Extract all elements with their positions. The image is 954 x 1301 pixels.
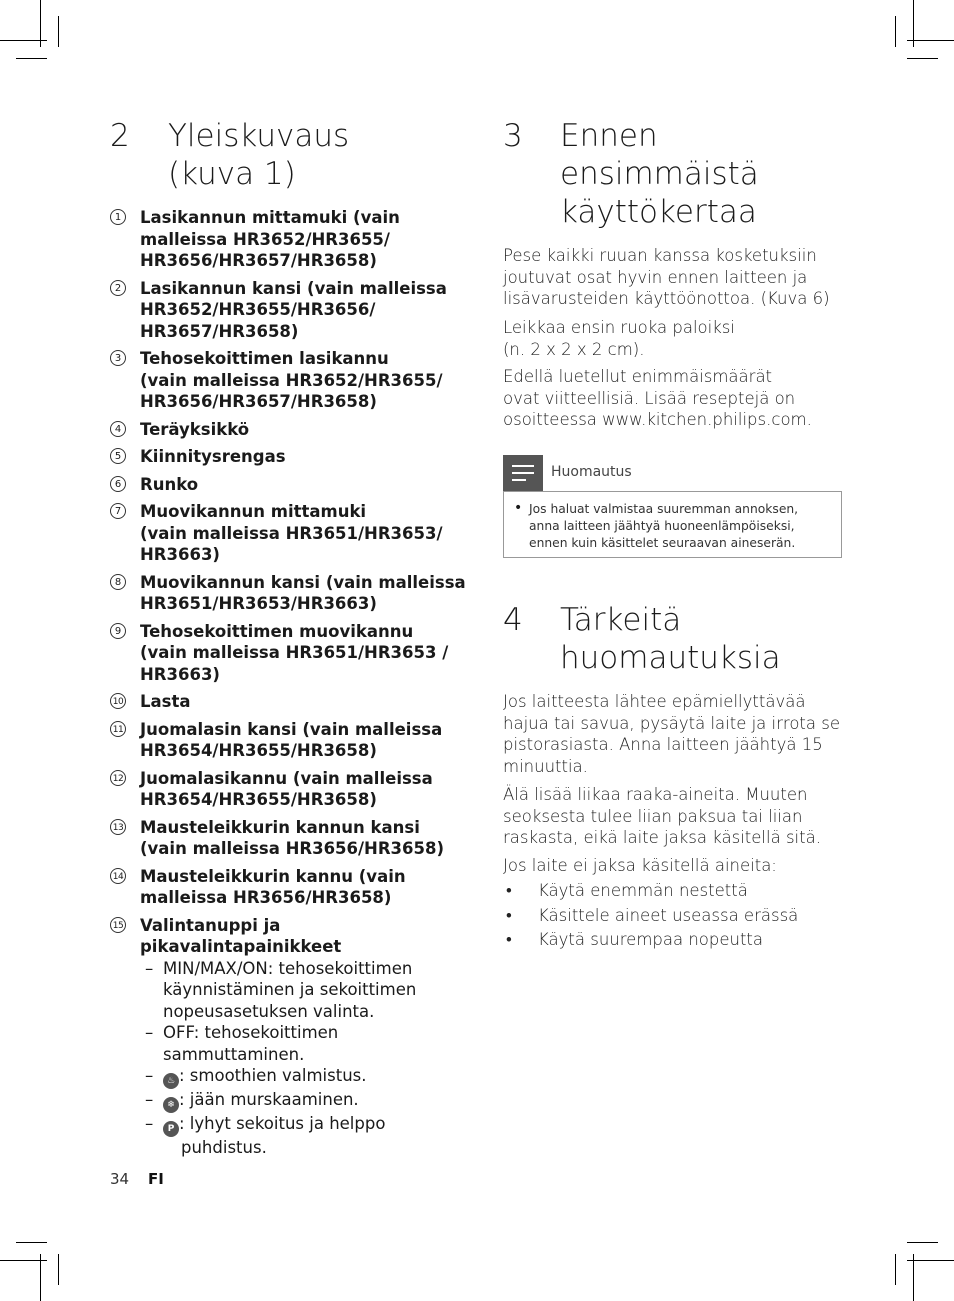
text-line: nopeusasetuksen valinta.	[163, 1001, 375, 1021]
crop-mark	[907, 1242, 938, 1243]
crop-mark	[16, 58, 47, 59]
list-item	[110, 866, 440, 909]
text-line: HR3656/HR3657/HR3658)	[140, 392, 377, 411]
item-number-badge: 6	[110, 476, 126, 492]
text-line: Pese kaikki ruuan kanssa kosketuksiin	[503, 246, 817, 265]
section-4-title	[560, 601, 781, 677]
title-line: ensimmäistä	[560, 156, 759, 192]
dash: –	[145, 1023, 154, 1042]
crop-mark	[913, 1254, 914, 1301]
bullet: •	[506, 905, 512, 925]
paragraph	[503, 245, 843, 310]
tips-list	[503, 879, 798, 953]
list-item-text: Käsittele aineet useassa erässä	[538, 905, 799, 925]
list-item	[110, 348, 443, 413]
section-2-number: 2	[110, 118, 130, 154]
text-line: malleissa HR3656/HR3658)	[140, 888, 392, 907]
text-line: (vain malleissa HR3652/HR3655/	[140, 370, 443, 390]
note-label: Huomautus	[551, 464, 632, 480]
text-line: osoitteessa www.kitchen.philips.com.	[503, 410, 812, 429]
text-line: käynnistäminen ja sekoittimen	[163, 980, 417, 999]
item-number-badge: 4	[110, 421, 126, 437]
bullet: •	[506, 881, 512, 900]
item-number-badge: 15	[110, 917, 126, 933]
text-line: Mausteleikkurin kannu (vain	[140, 866, 406, 886]
text-line: Jos laite ei jaksa käsitellä aineita:	[503, 856, 777, 875]
sub-list-item	[140, 1065, 440, 1089]
ice-crush-icon: ❄	[163, 1097, 179, 1113]
item-number-badge: 10	[110, 693, 126, 709]
text-line: pikavalintapainikkeet	[140, 937, 342, 956]
crop-mark	[0, 1260, 47, 1261]
title-line: Tärkeitä	[560, 602, 682, 638]
smoothie-icon: ♨	[163, 1073, 179, 1089]
list-item	[503, 904, 798, 929]
text-line: Tehosekoittimen muovikannu	[140, 621, 414, 641]
list-item	[110, 817, 445, 860]
item-number-badge: 3	[110, 350, 126, 366]
list-item	[110, 719, 443, 762]
text-line: Runko	[140, 474, 199, 494]
list-item	[503, 928, 798, 953]
crop-mark	[907, 58, 938, 59]
item-number-badge: 7	[110, 503, 126, 519]
note-box	[503, 491, 842, 558]
bullet: •	[506, 930, 512, 949]
item-number-badge: 12	[110, 770, 126, 786]
section-3-number: 3	[503, 118, 523, 154]
sub-list-item	[140, 958, 440, 1023]
text-line: ovat viitteellisiä. Lisää reseptejä on	[503, 388, 796, 408]
text-line: raskasta, eikä laite jaksa käsitellä sitä.	[503, 828, 821, 847]
language-code: FI	[148, 1170, 164, 1188]
text-line: Lasta	[140, 692, 191, 711]
text-line: Mausteleikkurin kannun kansi	[140, 817, 420, 837]
sub-list	[140, 958, 440, 1159]
text-line: lisävarusteiden käyttöönottoa. (Kuva 6)	[503, 289, 830, 308]
text-line: malleissa HR3652/HR3655/	[140, 229, 390, 249]
list-item	[110, 768, 440, 811]
sub-list-item	[140, 1089, 440, 1113]
pulse-icon: P	[163, 1121, 179, 1137]
list-item	[110, 474, 440, 496]
crop-mark	[907, 1260, 954, 1261]
note-text	[529, 501, 798, 552]
text-line: Leikkaa ensin ruoka paloiksi	[503, 318, 735, 337]
text-line: Älä lisää liikaa raaka-aineita. Muuten	[503, 785, 808, 804]
title-line: (kuva 1)	[168, 156, 296, 192]
dash: –	[145, 1114, 154, 1133]
text-line: Muovikannun kansi (vain malleissa	[140, 572, 466, 592]
bullet: •	[514, 500, 523, 516]
text-line: minuuttia.	[503, 756, 588, 776]
text-line: puhdistus.	[181, 1138, 267, 1157]
text-line: HR3663)	[140, 545, 220, 564]
paragraph	[503, 691, 843, 777]
sub-list-item	[140, 1113, 440, 1159]
parts-list	[110, 207, 466, 1165]
list-item	[110, 501, 443, 566]
crop-mark	[16, 1242, 47, 1243]
crop-mark	[907, 40, 954, 41]
list-item	[110, 621, 449, 686]
text-line: joutuvat osat hyvin ennen laitteen ja	[503, 267, 808, 287]
list-item	[503, 879, 798, 904]
sub-list-item	[140, 1022, 440, 1065]
list-item	[110, 691, 440, 713]
note-icon	[503, 455, 543, 492]
text-line: Muovikannun mittamuki	[140, 502, 367, 521]
text-line: HR3651/HR3653/HR3663)	[140, 594, 377, 613]
paragraph	[503, 317, 843, 360]
crop-mark	[40, 1254, 41, 1301]
section-2-title	[168, 117, 349, 193]
text-line: MIN/MAX/ON: tehosekoittimen	[163, 958, 413, 978]
text-line: hajua tai savua, pysäytä laite ja irrota se	[503, 713, 840, 733]
text-line: Kiinnitysrengas	[140, 447, 286, 466]
text-line	[163, 1113, 440, 1137]
list-item-text: Käytä enemmän nestettä	[538, 881, 748, 900]
list-item	[110, 572, 466, 615]
text-line: pistorasiasta. Anna laitteen jäähtyä 15	[503, 735, 823, 754]
text-line: HR3652/HR3655/HR3656/	[140, 300, 376, 319]
crop-mark	[895, 1254, 896, 1285]
title-line: Yleiskuvaus	[168, 118, 350, 154]
text-line: Juomalasin kansi (vain malleissa	[140, 719, 443, 739]
text-line: ennen kuin käsittelet seuraavan aineserän.	[529, 536, 796, 550]
paragraph	[503, 784, 843, 849]
list-item	[110, 915, 440, 1159]
title-line: huomautuksia	[560, 640, 781, 676]
item-number-badge: 13	[110, 819, 126, 835]
list-item	[110, 278, 447, 343]
item-number-badge: 2	[110, 280, 126, 296]
text-line	[163, 1065, 440, 1089]
paragraph	[503, 366, 843, 431]
title-line: käyttökertaa	[560, 194, 757, 230]
text-line: (vain malleissa HR3651/HR3653 /	[140, 643, 449, 662]
crop-mark	[58, 1254, 59, 1285]
text-line: HR3657/HR3658)	[140, 321, 299, 341]
item-number-badge: 11	[110, 721, 126, 737]
crop-mark	[0, 40, 47, 41]
text-line: Valintanuppi ja	[140, 915, 281, 935]
paragraph	[503, 855, 843, 877]
list-item	[110, 207, 440, 272]
sub-item-text: : lyhyt sekoitus ja helppo	[179, 1114, 386, 1133]
text-line: Teräyksikkö	[140, 419, 250, 439]
text-line: Lasikannun mittamuki (vain	[140, 208, 400, 227]
section-3-title	[560, 117, 759, 231]
text-line: HR3654/HR3655/HR3658)	[140, 790, 377, 809]
text-line: (vain malleissa HR3651/HR3653/	[140, 523, 443, 543]
text-line: seoksesta tulee liian paksua tai liian	[503, 806, 803, 826]
dash: –	[145, 1090, 154, 1109]
title-line: Ennen	[560, 118, 658, 154]
text-line: HR3654/HR3655/HR3658)	[140, 741, 377, 760]
text-line: Jos laitteesta lähtee epämiellyttävää	[503, 692, 806, 711]
text-line: Tehosekoittimen lasikannu	[140, 349, 389, 368]
page-number: 34	[110, 1170, 130, 1188]
crop-mark	[58, 16, 59, 47]
section-4-number: 4	[503, 602, 523, 638]
sub-item-text: : smoothien valmistus.	[179, 1066, 367, 1085]
text-line: (vain malleissa HR3656/HR3658)	[140, 839, 445, 858]
crop-mark	[895, 16, 896, 47]
sub-item-text: : jään murskaaminen.	[179, 1090, 359, 1109]
dash: –	[145, 958, 154, 978]
item-number-badge: 9	[110, 623, 126, 639]
item-number-badge: 5	[110, 448, 126, 464]
list-item-text: Käytä suurempaa nopeutta	[538, 930, 764, 949]
text-line	[163, 1089, 440, 1113]
item-number-badge: 14	[110, 868, 126, 884]
item-number-badge: 1	[110, 209, 126, 225]
list-item	[110, 446, 440, 468]
list-item	[110, 419, 440, 441]
text-line: (n. 2 x 2 x 2 cm).	[503, 339, 645, 359]
item-number-badge: 8	[110, 574, 126, 590]
text-line: Jos haluat valmistaa suuremman annoksen,	[529, 502, 799, 516]
text-line: OFF: tehosekoittimen	[163, 1023, 339, 1042]
note-header	[503, 455, 843, 492]
text-line: Lasikannun kansi (vain malleissa	[140, 278, 447, 298]
text-line: sammuttaminen.	[163, 1044, 305, 1064]
text-line: Juomalasikannu (vain malleissa	[140, 768, 433, 788]
text-line: Edellä luetellut enimmäismäärät	[503, 367, 773, 386]
dash: –	[145, 1066, 154, 1085]
text-line: HR3656/HR3657/HR3658)	[140, 251, 377, 270]
text-line: anna laitteen jäähtyä huoneenlämpöiseksi,	[529, 519, 795, 533]
text-line: HR3663)	[140, 664, 220, 684]
